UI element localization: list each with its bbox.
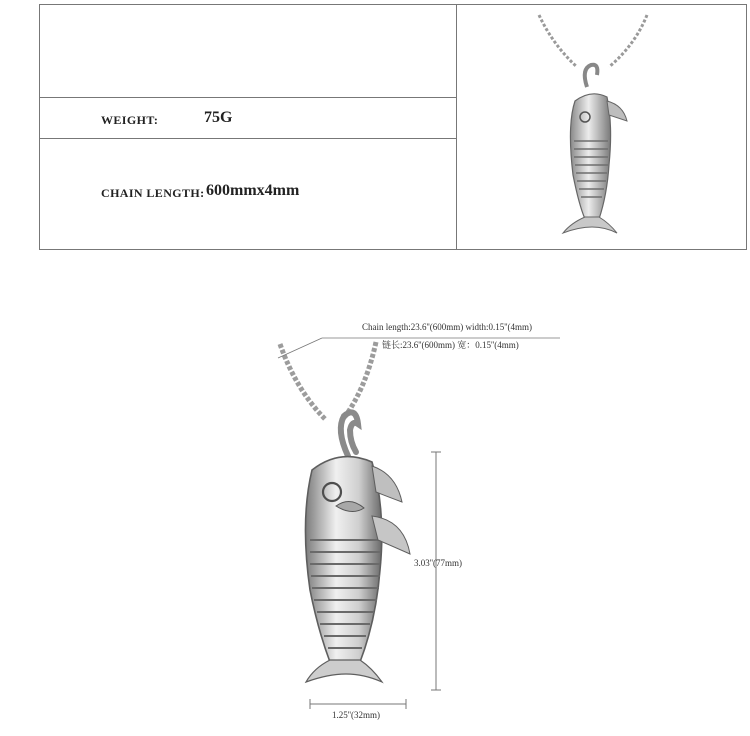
product-dimension-diagram xyxy=(0,270,750,731)
spec-text-panel xyxy=(40,5,457,249)
fish-pendant-thumbnail-image xyxy=(457,5,746,249)
chain-length-label: CHAIN LENGTH: xyxy=(101,186,205,200)
chain-length-value: 600mmx4mm xyxy=(206,182,300,199)
width-dimension-label: 1.25''(32mm) xyxy=(332,710,380,720)
spec-table xyxy=(39,4,747,250)
product-thumbnail xyxy=(457,5,746,249)
height-dimension-label: 3.03''(77mm) xyxy=(414,558,462,568)
fish-pendant-image xyxy=(0,270,750,731)
weight-label: WEIGHT: xyxy=(101,113,159,127)
chain-length-dimension-en: Chain length:23.6''(600mm) width:0.15''(4mm) xyxy=(362,322,532,332)
row-divider xyxy=(40,97,457,98)
chain-length-dimension-cn: 链长:23.6''(600mm) 宽：0.15''(4mm) xyxy=(382,340,519,350)
weight-value: 75G xyxy=(204,109,233,126)
row-divider xyxy=(40,138,457,139)
